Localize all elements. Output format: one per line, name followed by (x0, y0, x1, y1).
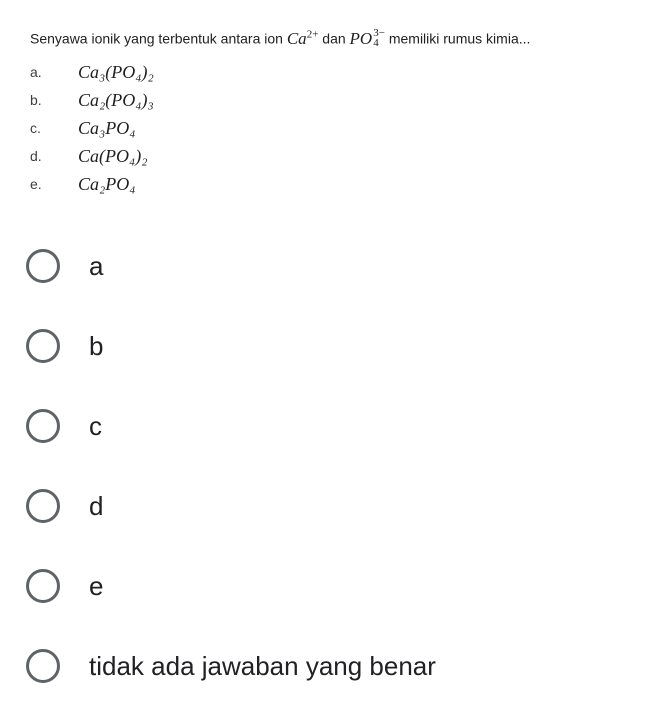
option-formula: Ca₂(PO₄)₃ (78, 89, 154, 110)
ion-calcium (287, 29, 319, 48)
question-text-before: Senyawa ionik yang terbentuk antara ion (30, 30, 287, 47)
question-text (30, 28, 645, 50)
choice-none[interactable] (26, 626, 436, 706)
option-a (30, 58, 154, 86)
ion-phosphate-scripts (373, 28, 385, 48)
radio-button[interactable] (26, 649, 60, 683)
option-formula: Ca₃PO₄ (78, 117, 136, 138)
option-letter: e. (30, 176, 42, 192)
radio-button[interactable] (26, 409, 60, 443)
option-b (30, 86, 154, 114)
ion-phosphate-base: PO (349, 28, 373, 48)
option-c (30, 114, 154, 142)
choice-label[interactable]: b (89, 330, 104, 361)
ion-calcium-base: Ca (286, 28, 307, 48)
choice-label[interactable]: e (89, 570, 104, 601)
radio-button[interactable] (26, 249, 60, 283)
choice-label[interactable]: c (89, 410, 102, 441)
choice-c[interactable] (26, 386, 436, 466)
option-letter: d. (30, 148, 42, 164)
choice-e[interactable] (26, 546, 436, 626)
radio-button[interactable] (26, 569, 60, 603)
option-formula: Ca₂PO₄ (78, 173, 136, 194)
ion-phosphate-subscript: 4 (373, 36, 379, 49)
option-e (30, 170, 154, 198)
question-text-after: memiliki rumus kimia... (384, 30, 531, 47)
option-letter: a. (30, 64, 42, 80)
radio-button[interactable] (26, 489, 60, 523)
radio-button[interactable] (26, 329, 60, 363)
choice-label[interactable]: a (89, 250, 104, 281)
option-formula: Ca₃(PO₄)₂ (78, 61, 154, 82)
choice-d[interactable] (26, 466, 436, 546)
radio-choice-group (26, 226, 436, 706)
choice-b[interactable] (26, 306, 436, 386)
choice-label[interactable]: d (89, 490, 104, 521)
choice-a[interactable] (26, 226, 436, 306)
answer-options-list (30, 58, 154, 198)
ion-phosphate-charge: 3− (373, 26, 385, 39)
choice-label[interactable]: tidak ada jawaban yang benar (89, 650, 436, 681)
ion-calcium-charge: 2+ (306, 28, 319, 40)
option-d (30, 142, 154, 170)
question-text-middle: dan (318, 30, 350, 47)
ion-phosphate (349, 26, 385, 49)
option-letter: c. (30, 120, 41, 136)
option-letter: b. (30, 92, 42, 108)
option-formula: Ca(PO₄)₂ (78, 145, 148, 166)
